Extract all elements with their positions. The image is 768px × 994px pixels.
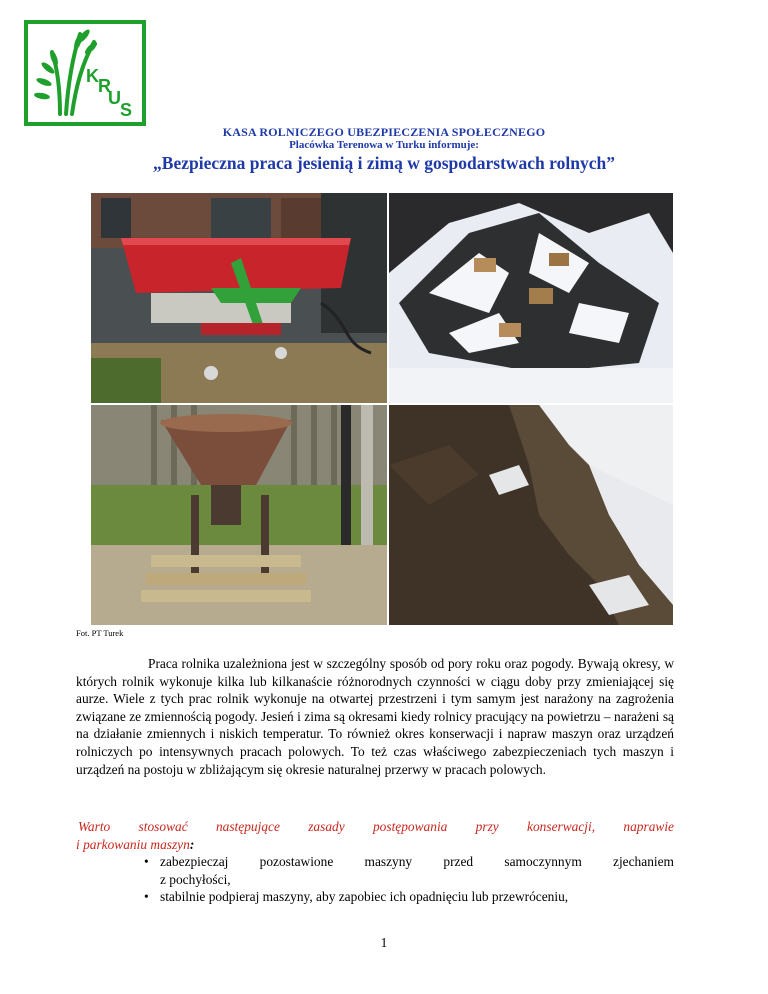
list-item [76, 888, 674, 906]
list-item [76, 853, 674, 888]
photo-collage [91, 193, 673, 625]
bullet2-text: stabilnie podpieraj maszyny, aby zapobiec ich opadnięciu lub przewróceniu, [160, 889, 569, 905]
bullet1-line1 [160, 853, 674, 871]
svg-text:R: R [98, 76, 111, 96]
rules-word: przy [475, 819, 499, 834]
page-number: 1 [380, 935, 388, 950]
photo-mud-snow [389, 405, 673, 625]
rules-word: następujące [215, 819, 280, 834]
rules-intro-line2 [76, 836, 674, 854]
header-branch: Placówka Terenowa w Turku informuje: [289, 139, 479, 151]
bullet-icon: • [144, 889, 149, 905]
rules-word: Warto [78, 819, 111, 834]
header-institution: KASA ROLNICZEGO UBEZPIECZENIA SPOŁECZNEGO [222, 125, 546, 139]
rules-intro-colon: : [189, 836, 195, 852]
bullet-word: zjechaniem [613, 854, 674, 869]
bullet-word: przed [443, 854, 474, 869]
bullet1-line2: z pochyłości, [160, 871, 231, 887]
bullet-word: samoczynnym [504, 854, 582, 869]
rules-word: stosować [138, 819, 188, 834]
bullet-word: zabezpieczaj [160, 854, 229, 869]
rules-intro [76, 818, 674, 853]
svg-text:S: S [120, 100, 133, 120]
rules-word: naprawie [623, 819, 674, 834]
photo-red-spreader [91, 193, 387, 403]
rules-intro-line2-text: i parkowaniu maszyn [76, 836, 190, 852]
bullet-icon: • [144, 854, 149, 869]
rules-intro-line1 [76, 818, 674, 836]
rules-word: zasady [308, 819, 345, 834]
rules-list [76, 853, 674, 906]
rules-word: konserwacji, [527, 819, 596, 834]
krus-logo-graphic [28, 24, 142, 122]
rules-word: postępowania [372, 819, 448, 834]
body-paragraph [76, 655, 674, 778]
photo-caption: Fot. PT Turek [76, 628, 124, 638]
svg-text:U: U [108, 88, 121, 108]
header-title: „Bezpieczna praca jesienią i zimą w gospodarstwach rolnych” [153, 153, 615, 173]
photo-snow-heap [389, 193, 673, 403]
bullet-word: maszyny [364, 854, 413, 869]
body-paragraph-text: Praca rolnika uzależniona jest w szczególny sposób od pory roku oraz pogody. Bywają okresy, w których rolnik wykonuje kilka lub kilkanaście różnorodnych czynności w ciągu doby przy zmieniającej się aurze. Wiele z tych prac rolnik wykonuje na otwartej przestrzeni i tym samym jest narażony na zagrożenia związane ze zmiennością pogody. Jesień i zima są okresami kiedy rolnicy pracujący na powietrzu – narażeni są na działanie zmiennych i niskich temperatur. To również okres konserwacji i napraw maszyn oraz urządzeń rolniczych po intensywnych pracach polowych. To też czas właściwego zabezpieczeniach tych maszyn i urządzeń na postoju w zbliżającym się okresie naturalnej przerwy w pracach polowych. [76, 656, 674, 777]
svg-text:K: K [86, 66, 99, 86]
photo-rusty-spreader [91, 405, 387, 625]
krus-logo [24, 20, 146, 126]
bullet-word: pozostawione [259, 854, 334, 869]
